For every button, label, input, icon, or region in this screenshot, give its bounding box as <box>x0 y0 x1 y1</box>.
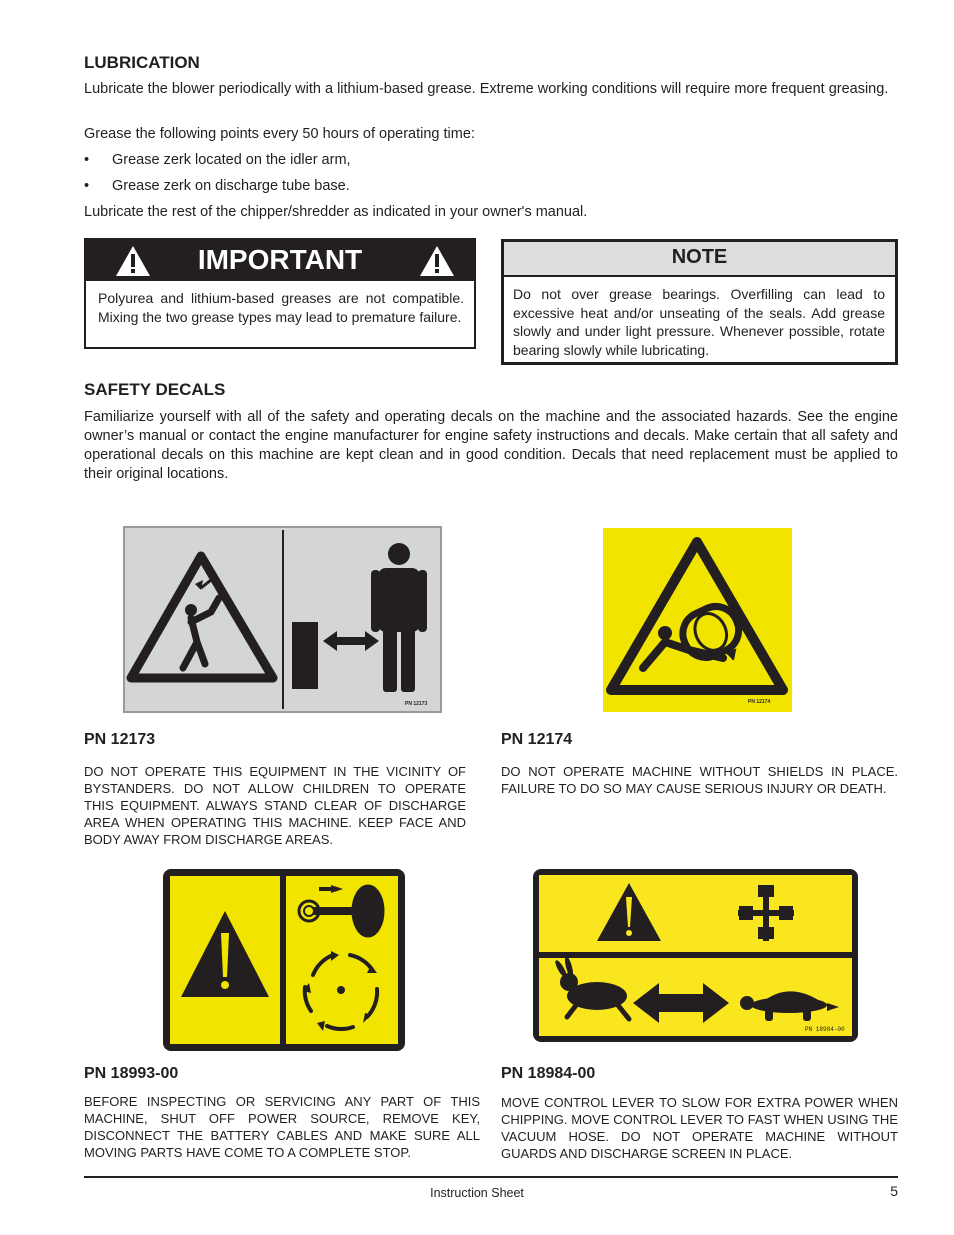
bullet-text: Grease zerk on discharge tube base. <box>112 178 350 194</box>
bullet-symbol: • <box>84 178 90 194</box>
bullet-item-idler-arm <box>84 151 898 170</box>
safety-decals-paragraph: Familiarize yourself with all of the safety and operating decals on the machine and the associated hazards. See the engine owner’s manual or contact the engine manufacturer for engine safety instructions and decals. Make certain that all safety and operational decals on this machine are kept clean and in good condition. Decals that need replacement must be applied to their original locations. <box>84 409 898 482</box>
decal-12173-pn: PN 12173 <box>84 731 156 748</box>
bullet-item-discharge-tube <box>84 177 898 196</box>
note-title: NOTE <box>671 246 728 268</box>
note-text: Do not over grease bearings. Overfilling can lead to excessive heat and/or unseating of the seals. Add grease slowly and under light pressure. Whenever possible, rotate bearing slowly while lubricating. <box>513 286 885 358</box>
decal-12174-description: DO NOT OPERATE MACHINE WITHOUT SHIELDS IN PLACE. FAILURE TO DO SO MAY CAUSE SERIOUS INJURY OR DEATH. <box>501 764 898 796</box>
decal-12173-image <box>123 526 442 713</box>
safety-decals-heading: SAFETY DECALS <box>84 380 226 399</box>
decal-18993-image <box>163 869 405 1051</box>
decal-18993-description: BEFORE INSPECTING OR SERVICING ANY PART OF THIS MACHINE, SHUT OFF POWER SOURCE, REMOVE KEY, DISCONNECT THE BATTERY CABLES AND MAKE SURE ALL MOVING PARTS HAVE COME TO A COMPLETE STOP. <box>84 1094 480 1160</box>
important-box <box>84 238 476 349</box>
page-number: 5 <box>890 1183 898 1199</box>
important-header <box>86 240 474 281</box>
note-header <box>504 242 895 277</box>
decal-18993-pn: PN 18993-00 <box>84 1065 179 1082</box>
decal-18984-description: MOVE CONTROL LEVER TO SLOW FOR EXTRA POWER WHEN CHIPPING. MOVE CONTROL LEVER TO FAST WHEN USING THE VACUUM HOSE. DO NOT OPERATE MACHINE WITHOUT GUARDS AND DISCHARGE SCREEN IN PLACE. <box>501 1095 898 1161</box>
warning-triangle-icon <box>419 245 455 277</box>
decal-18984-image <box>533 869 858 1042</box>
decal-18984-pn: PN 18984-00 <box>501 1065 596 1082</box>
decal-12174-pn: PN 12174 <box>501 731 573 748</box>
lubrication-paragraph-3: Lubricate the rest of the chipper/shredder as indicated in your owner's manual. <box>84 204 588 220</box>
decal-label: PN 12174 <box>748 699 771 705</box>
lubrication-paragraph-2: Grease the following points every 50 hours of operating time: <box>84 126 475 142</box>
footer-divider <box>84 1176 898 1178</box>
bullet-symbol: • <box>84 152 90 168</box>
important-text: Polyurea and lithium-based greases are not compatible. Mixing the two grease types may lead to premature failure. <box>98 290 464 325</box>
lubrication-heading: LUBRICATION <box>84 53 200 72</box>
important-title: IMPORTANT <box>197 244 363 275</box>
bullet-text: Grease zerk located on the idler arm, <box>112 152 351 168</box>
decal-label: PN 18984-00 <box>805 1026 845 1033</box>
note-box <box>501 239 898 365</box>
lubrication-paragraph-1: Lubricate the blower periodically with a lithium-based grease. Extreme working conditions will require more frequent greasing. <box>84 81 889 97</box>
footer-label: Instruction Sheet <box>430 1186 524 1200</box>
decal-12173-description: DO NOT OPERATE THIS EQUIPMENT IN THE VICINITY OF BYSTANDERS. DO NOT ALLOW CHILDREN TO OPERATE THIS EQUIPMENT. ALWAYS STAND CLEAR OF DISCHARGE AREA WHEN OPERATING THIS MACHINE. KEEP FACE AND BODY AWAY FROM DISCHARGE AREAS. <box>84 764 466 847</box>
decal-12174-image <box>603 528 792 712</box>
decal-label: PN 12173 <box>405 701 428 707</box>
